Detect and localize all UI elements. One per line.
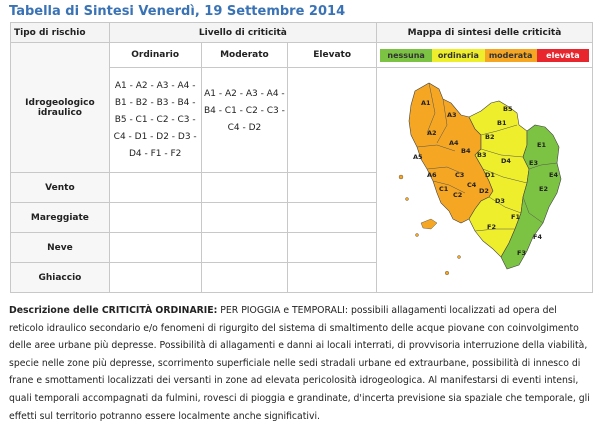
zone-label-d3: D3 (494, 196, 505, 205)
zone-label-c3: C3 (454, 170, 465, 179)
zone-label-f2: F2 (486, 222, 496, 231)
row-label-idrogeologico (11, 43, 110, 173)
row-label-line1: Idrogeologico (25, 97, 95, 108)
zone-label-e3: E3 (528, 158, 538, 167)
ghiaccio-ordinario (109, 263, 201, 293)
zone-line: A1 - A2 - A3 - A4 - (114, 80, 196, 91)
zone-label-a3: A3 (446, 110, 457, 119)
zone-label-c2: C2 (452, 190, 463, 199)
zone-line: D4 - F1 - F2 (128, 148, 182, 159)
sub-header-ordinario: Ordinario (109, 43, 201, 68)
idro-moderato-zones (201, 68, 288, 173)
row-label-neve: Neve (11, 233, 110, 263)
zone-label-a1: A1 (420, 98, 431, 107)
zone-label-a4: A4 (448, 138, 459, 147)
page-title: Tabella di Sintesi Venerdì, 19 Settembre 2014 (9, 4, 346, 19)
zone-label-d2: D2 (478, 186, 489, 195)
criticality-legend (380, 49, 589, 62)
zone-label-b3: B3 (476, 150, 487, 159)
zone-label-f4: F4 (532, 232, 542, 241)
neve-elevato (288, 233, 377, 263)
neve-moderato (201, 233, 288, 263)
row-label-vento: Vento (11, 173, 110, 203)
description-text: PER PIOGGIA e TEMPORALI: possibili allagamenti localizzati ad opera del reticolo idraulico secondario e/o fenomeni di rigurgito del sistema di smaltimento delle acque piovane con coinvolgimento delle aree urbane più depresse. Possibilità di allagamenti e danni ai locali interrati, di provvisoria interruzione della viabilità, specie nelle zone più depresse, scorrimento superficiale nelle sedi stradali urbane ed extraurbane, possibilità di innesco di frane e smottamenti localizzati dei versanti in zone ad elevata pericolosità idrogeologica. Al manifestarsi di eventi intensi, quali temporali accompagnati da fulmini, rovesci di pioggia e grandinate, d'incerta previsione sia spaziale che temporale, gli effetti sul territorio potranno essere localmente anche significativi. (9, 305, 590, 422)
mareggiate-moderato (201, 203, 288, 233)
zone-label-b2: B2 (484, 132, 495, 141)
vento-elevato (288, 173, 377, 203)
zone-label-c1: C1 (438, 184, 449, 193)
description-intro: Descrizione delle CRITICITÀ ORDINARIE: (9, 305, 218, 316)
zone-line: B5 - C1 - C2 - C3 - (114, 114, 196, 125)
row-label-line2: idraulico (37, 107, 82, 118)
idro-elevato-zones (288, 68, 377, 173)
zone-label-c4: C4 (466, 180, 477, 189)
vento-ordinario (109, 173, 201, 203)
sub-header-elevato: Elevato (288, 43, 377, 68)
zone-label-b5: B5 (502, 104, 513, 113)
zone-label-e1: E1 (536, 140, 546, 149)
island (405, 197, 408, 200)
legend-moderata: moderata (485, 49, 537, 62)
legend-elevata: elevata (537, 49, 589, 62)
vento-moderato (201, 173, 288, 203)
legend-ordinaria: ordinaria (432, 49, 484, 62)
island-elba (421, 219, 437, 229)
map-cell (376, 68, 592, 293)
island (457, 255, 460, 258)
zone-line: B1 - B2 - B3 - B4 - (114, 97, 196, 108)
idro-ordinario-zones (109, 68, 201, 173)
col-header-risk: Tipo di rischio (11, 23, 110, 43)
ghiaccio-elevato (288, 263, 377, 293)
legend-cell (376, 43, 592, 68)
zone-line: A1 - A2 - A3 - A4 - (204, 89, 285, 99)
zone-label-f3: F3 (516, 248, 526, 257)
legend-nessuna: nessuna (380, 49, 432, 62)
zone-label-b1: B1 (496, 118, 507, 127)
neve-ordinario (109, 233, 201, 263)
zone-label-d4: D4 (500, 156, 511, 165)
row-label-ghiaccio: Ghiaccio (11, 263, 110, 293)
summary-table (10, 22, 593, 293)
zone-label-a5: A5 (412, 152, 423, 161)
zone-label-d1: D1 (484, 170, 495, 179)
zone-label-e4: E4 (548, 170, 558, 179)
zone-label-f1: F1 (510, 212, 520, 221)
criticality-description (9, 302, 591, 425)
mareggiate-elevato (288, 203, 377, 233)
ghiaccio-moderato (201, 263, 288, 293)
island (445, 271, 449, 275)
sub-header-moderato: Moderato (201, 43, 288, 68)
mareggiate-ordinario (109, 203, 201, 233)
zone-line: C4 - D1 - D2 - D3 - (113, 131, 197, 142)
col-header-level: Livello di criticità (109, 23, 376, 43)
zone-label-a6: A6 (426, 170, 437, 179)
zone-label-a2: A2 (426, 128, 437, 137)
zone-line: B4 - C1 - C2 - C3 - (203, 106, 285, 116)
zone-line: C4 - D2 (227, 123, 262, 133)
tuscany-criticality-map (377, 73, 591, 285)
col-header-map: Mappa di sintesi delle criticità (376, 23, 592, 43)
zone-label-e2: E2 (538, 184, 548, 193)
zone-label-b4: B4 (460, 146, 471, 155)
row-label-mareggiate: Mareggiate (11, 203, 110, 233)
island (399, 175, 403, 179)
island (415, 233, 418, 236)
